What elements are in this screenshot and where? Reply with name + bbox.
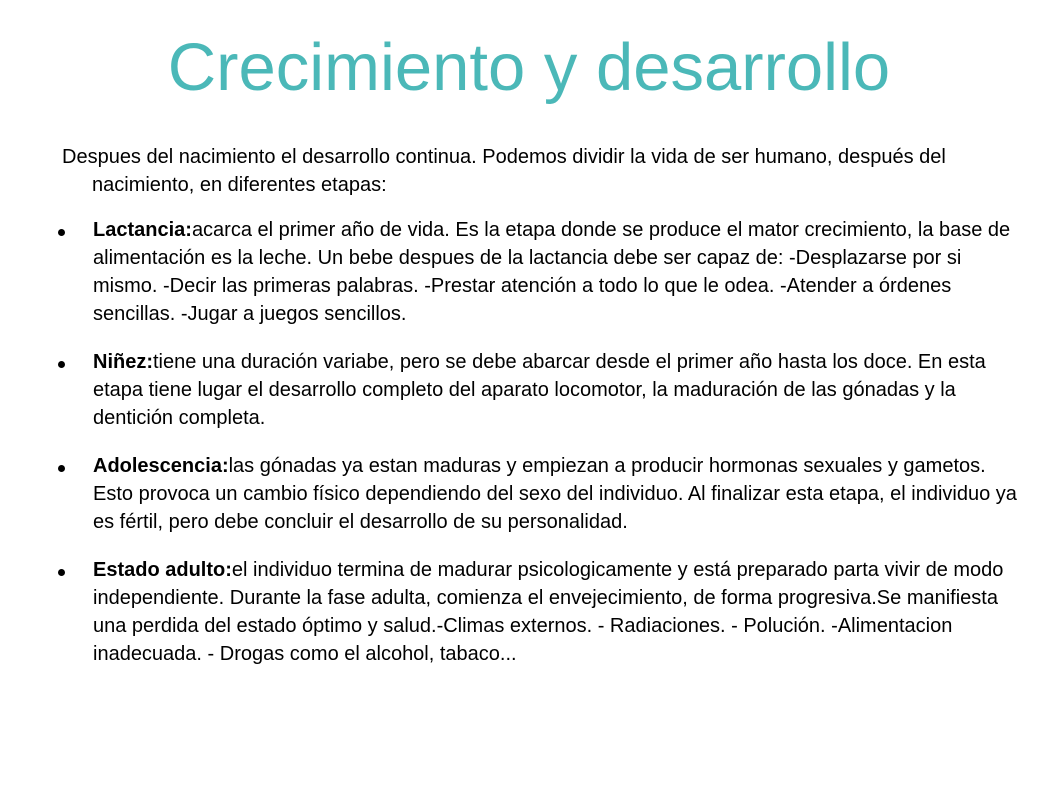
stage-term: Niñez: xyxy=(93,351,153,373)
list-item-lactancia xyxy=(58,216,1020,328)
bullet-icon xyxy=(58,465,65,472)
bullet-icon xyxy=(58,361,65,368)
list-item-estado-adulto xyxy=(58,556,1020,668)
stage-term: Estado adulto: xyxy=(93,559,232,581)
intro-paragraph: Despues del nacimiento el desarrollo continua. Podemos dividir la vida de ser humano, después del nacimiento, en diferentes etapas: xyxy=(62,146,946,196)
bullet-icon xyxy=(58,229,65,236)
list-item-adolescencia xyxy=(58,452,1020,536)
stage-description: tiene una duración variabe, pero se debe abarcar desde el primer año hasta los doce. En esta etapa tiene lugar el desarrollo completo del aparato locomotor, la maduración de las gónadas y la dentición completa. xyxy=(93,351,986,429)
stage-description: el individuo termina de madurar psicologicamente y está preparado parta vivir de modo independiente. Durante la fase adulta, comienza el envejecimiento, de forma progresiva.Se manifiesta una perdida del estado óptimo y salud.-Climas externos. - Radiaciones. - Polución. -Alimentacion inadecuada. - Drogas como el alcohol, tabaco... xyxy=(93,559,1004,665)
bullet-icon xyxy=(58,569,65,576)
stage-description: las gónadas ya estan maduras y empiezan a producir hormonas sexuales y gametos. Esto provoca un cambio físico dependiendo del sexo del individuo. Al finalizar esta etapa, el individuo ya es fértil, pero debe concluir el desarrollo de su personalidad. xyxy=(93,455,1017,533)
stages-list xyxy=(58,216,1020,688)
slide-title: Crecimiento y desarrollo xyxy=(167,30,891,105)
stage-term: Lactancia: xyxy=(93,219,192,241)
list-item-ninez xyxy=(58,348,1020,432)
stage-term: Adolescencia: xyxy=(93,455,229,477)
stage-description: acarca el primer año de vida. Es la etapa donde se produce el mator crecimiento, la base de alimentación es la leche. Un bebe despues de la lactancia debe ser capaz de: -Desplazarse por si mismo. -Decir las primeras palabras. -Prestar atención a todo lo que le odea. -Atender a órdenes sencillas. -Jugar a juegos sencillos. xyxy=(93,219,1011,325)
